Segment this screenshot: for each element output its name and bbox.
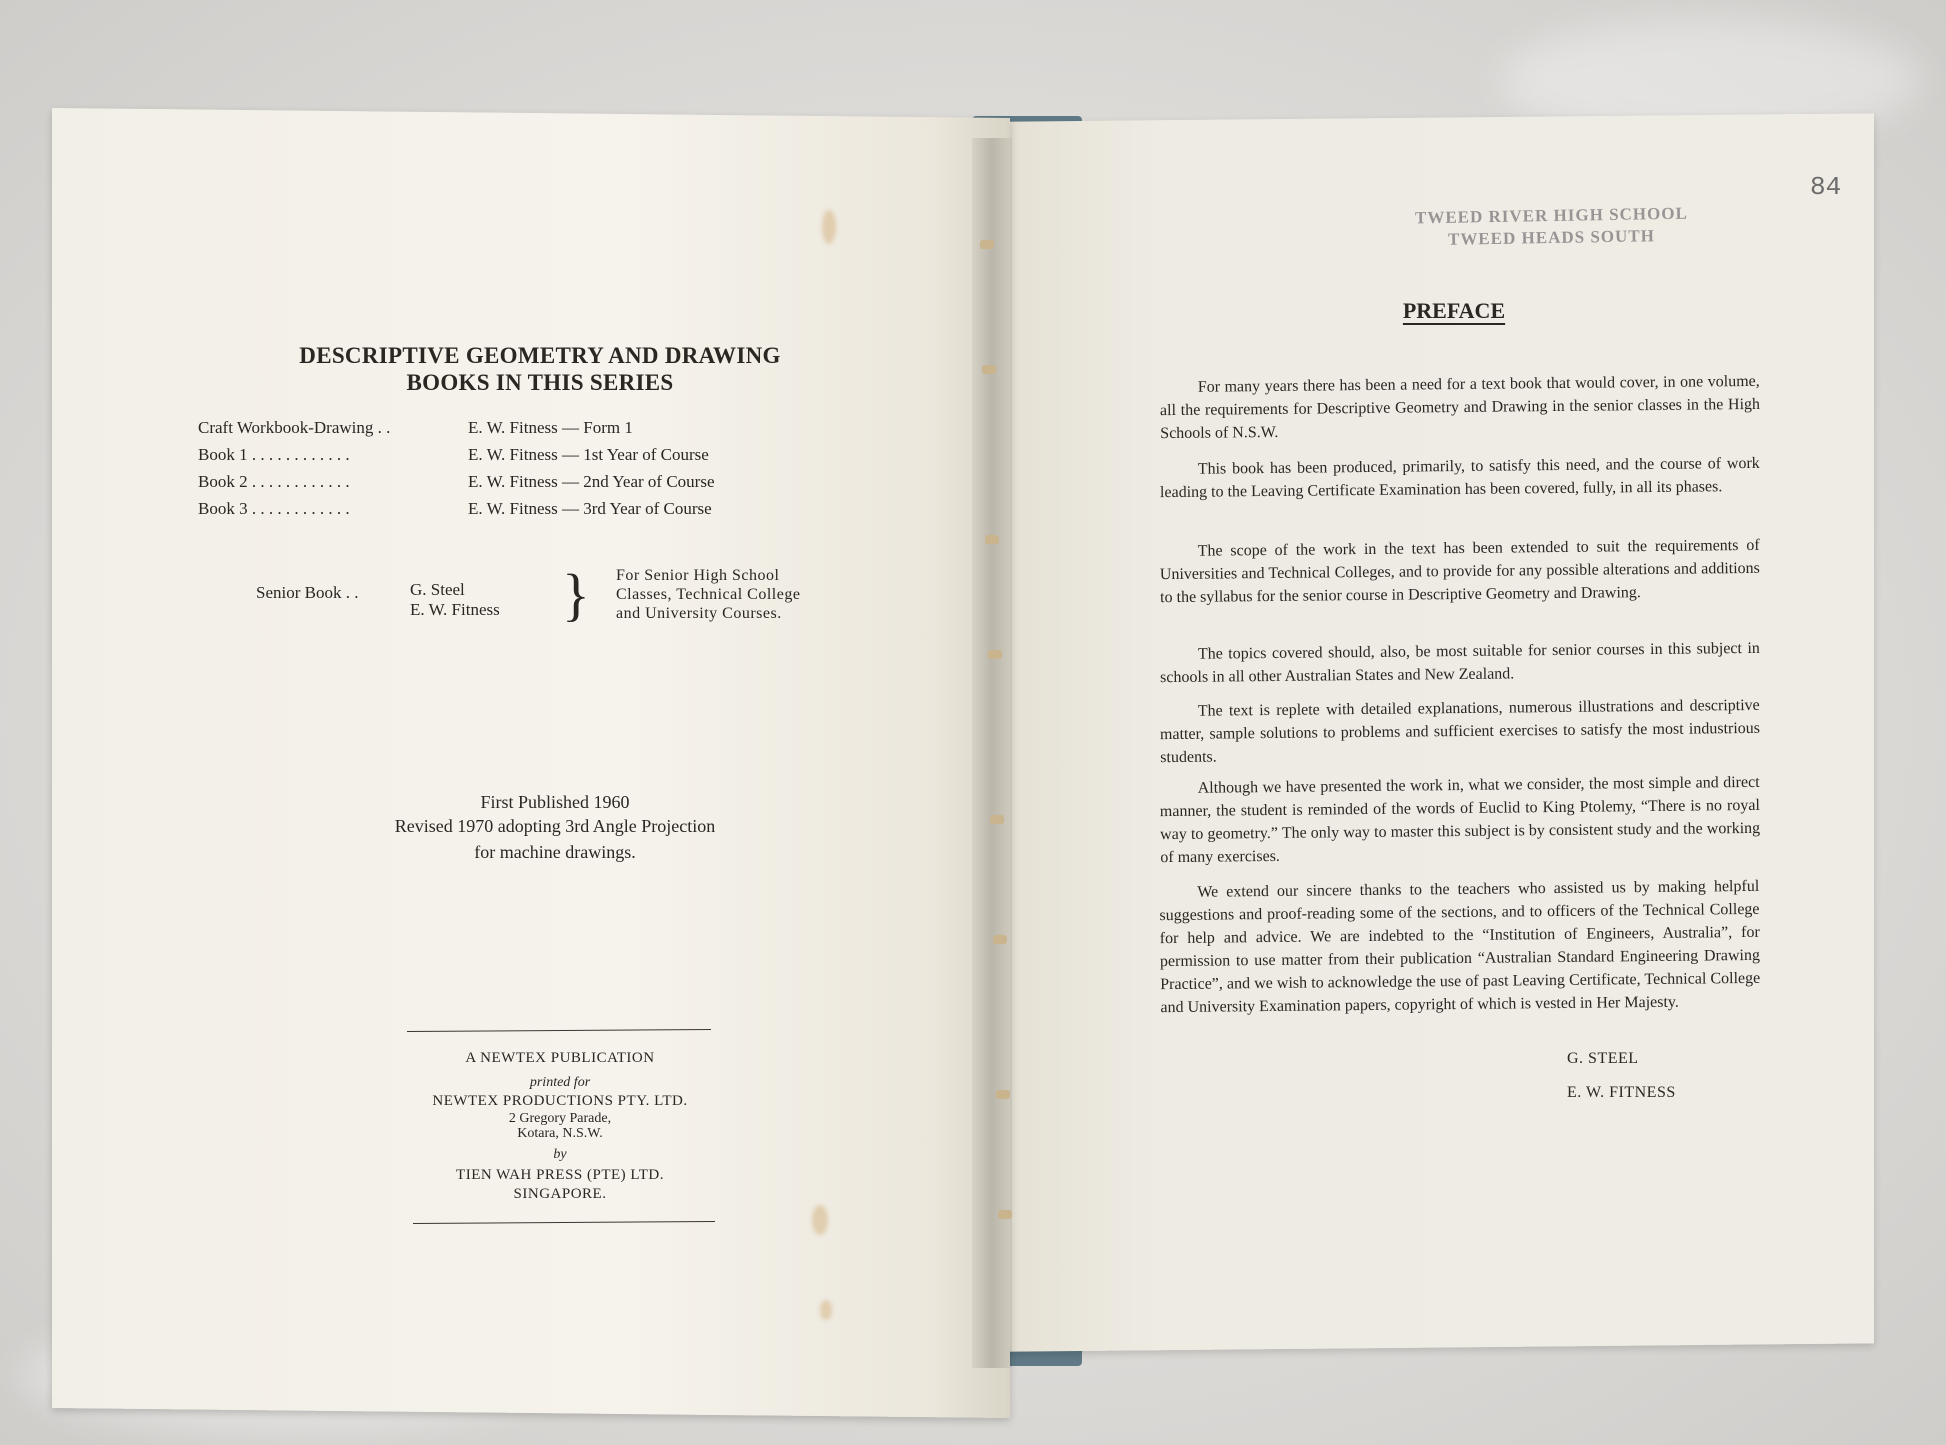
imprint-line: printed for [529,1075,591,1090]
series-book-author: E. W. Fitness — 2nd Year of Course [468,472,715,491]
school-stamp: TWEED HEADS SOUTH [1447,226,1656,249]
binding-stitch [998,1210,1012,1219]
senior-author: G. Steel [410,580,465,599]
binding-stitch [990,815,1004,824]
preface-paragraph: Although we have presented the work in, what we consider, the most simple and direct manner, the student is reminded of the words of Euclid to King Ptolemy, “There is no royal way to geometry.” The only way to master this subject is by consistent study and the working of many exercises. [1159,773,1761,867]
series-heading-line2: BOOKS IN THIS SERIES [406,370,674,395]
senior-description: and University Courses. [616,605,782,622]
series-book-name: Book 2 . . . . . . . . . . . . [198,472,350,491]
signature: E. W. FITNESS [1567,1084,1676,1101]
senior-author: E. W. Fitness [410,600,500,619]
series-row [198,472,715,492]
imprint-line: SINGAPORE. [513,1186,607,1202]
imprint-line: TIEN WAH PRESS (PTE) LTD. [456,1167,664,1183]
foxing-stain [822,210,836,244]
series-book-author: E. W. Fitness — Form 1 [468,418,633,437]
imprint-line: 2 Gregory Parade, [508,1111,612,1126]
series-book-name: Craft Workbook-Drawing . . [198,418,391,437]
imprint-line: NEWTEX PRODUCTIONS PTY. LTD. [432,1093,688,1109]
series-book-name: Book 3 . . . . . . . . . . . . [198,499,350,518]
signature: G. STEEL [1567,1050,1639,1067]
binding-stitch [993,935,1007,944]
preface-title: PREFACE [1402,298,1506,323]
brace-glyph: } [562,562,590,627]
publication-note: Revised 1970 adopting 3rd Angle Projection [394,816,716,836]
preface-paragraph: The text is replete with detailed explanations, numerous illustrations and descriptive matter, sample solutions to problems and sufficient exercises to satisfy the most industrious students. [1159,696,1761,767]
senior-description: Classes, Technical College [616,586,801,603]
series-row [198,445,709,465]
series-heading-line1: DESCRIPTIVE GEOMETRY AND DRAWING [299,343,781,368]
page-number: 84 [1810,172,1842,202]
foxing-stain [812,1205,828,1235]
senior-book-label: Senior Book . . [256,583,359,602]
preface-paragraph: We extend our sincere thanks to the teachers who assisted us by making helpful suggestions and proof-reading some of the sections, and to officers of the Technical College for help and advice. We are indebted to the “Institution of Engineers, Australia”, for permission to use matter from their publication “Australian Standard Engineering Drawing Practice”, and we wish to acknowledge the use of past Leaving Certificate, Technical College and University Examination papers, copyright of which is vested in Her Majesty. [1159,877,1761,1017]
publication-note: First Published 1960 [480,792,630,812]
imprint-line: by [553,1147,567,1162]
publication-note: for machine drawings. [474,842,636,862]
binding-stitch [988,650,1002,659]
series-row [198,499,712,519]
senior-description: For Senior High School [616,567,780,584]
book-gutter [972,138,1012,1368]
series-row [198,418,633,438]
binding-stitch [996,1090,1010,1099]
binding-stitch [985,535,999,544]
preface-paragraph: The scope of the work in the text has been extended to suit the requirements of Universities and Technical Colleges, and to provide for any possible alterations and additions to the syllabus for the senior course in Descriptive Geometry and Drawing. [1159,536,1760,607]
series-book-name: Book 1 . . . . . . . . . . . . [198,445,350,464]
foxing-stain [820,1300,832,1320]
binding-stitch [982,365,996,374]
preface-paragraph: The topics covered should, also, be most suitable for senior courses in this subject in schools in all other Australian States and New Zealand. [1160,639,1760,687]
preface-paragraph: This book has been produced, primarily, to satisfy this need, and the course of work leading to the Leaving Certificate Examination has been covered, fully, in all its phases. [1159,454,1760,502]
imprint-line: Kotara, N.S.W. [517,1126,603,1141]
school-stamp: TWEED RIVER HIGH SCHOOL [1414,203,1688,228]
imprint-line: A NEWTEX PUBLICATION [465,1050,655,1066]
preface-paragraph: For many years there has been a need for a text book that would cover, in one volume, all the requirements for Descriptive Geometry and Drawing in the senior classes in the High Schools of N.S.W. [1159,372,1761,443]
series-book-author: E. W. Fitness — 3rd Year of Course [468,499,712,518]
series-book-author: E. W. Fitness — 1st Year of Course [468,445,709,464]
binding-stitch [980,240,994,249]
